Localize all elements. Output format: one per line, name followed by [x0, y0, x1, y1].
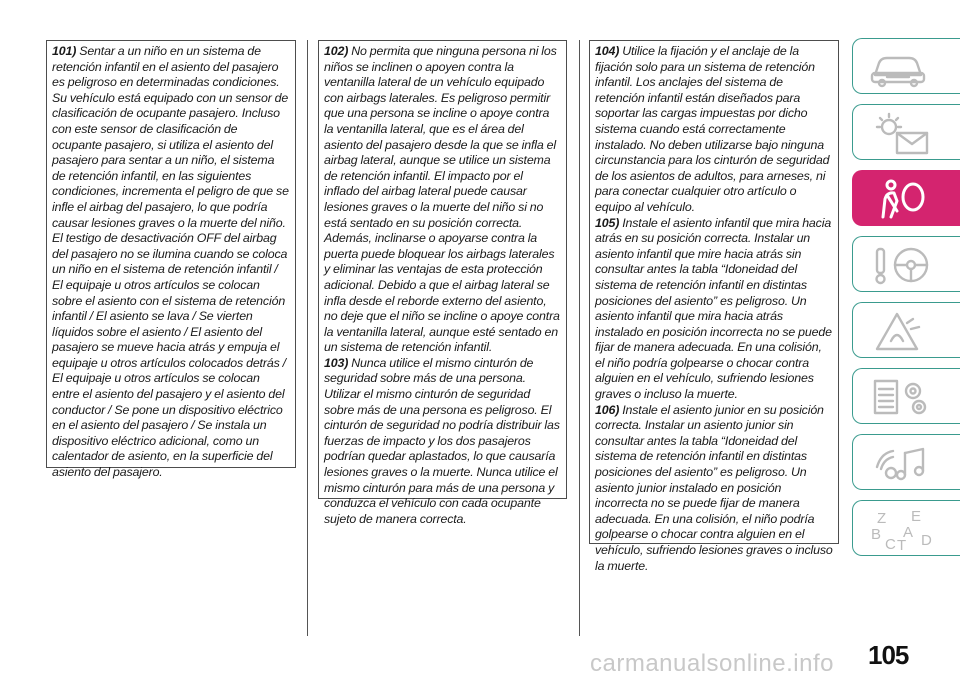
warning-number: 106) — [595, 402, 620, 417]
watermark: carmanualsonline.info — [590, 650, 834, 677]
index-letter: B — [871, 526, 882, 543]
tab-multimedia[interactable] — [852, 434, 960, 490]
emergency-icon — [867, 309, 937, 353]
index-letter: T — [897, 537, 907, 551]
warning-103 — [324, 356, 561, 528]
car-icon — [867, 45, 937, 89]
tab-maintenance[interactable] — [852, 368, 960, 424]
airbag-safety-icon — [867, 177, 937, 221]
column-divider — [579, 40, 580, 636]
warning-number: 101) — [52, 44, 77, 58]
index-icon — [867, 507, 937, 551]
tab-starting-driving[interactable] — [852, 236, 960, 292]
tab-warning-lights[interactable] — [852, 104, 960, 160]
warning-lights-icon — [867, 111, 937, 155]
warning-number: 104) — [595, 44, 620, 58]
warning-text: Instale el asiento infantil que mira hacia atrás en su posición correcta. Instalar un asiento infantil que mire hacia atrás sin consultar antes la tabla “Idoneidad del sistema de retención infantil en distintas posiciones del asiento” es peligroso. Un asiento infantil que mira hacia atrás instalado en posición incorrecta no se puede fijar de manera adecuada. En una colisión, el niño podría golpearse o chocar contra alguien en el vehículo, sufriendo lesiones graves o incluso la muerte. — [595, 215, 832, 402]
warning-number: 105) — [595, 215, 620, 230]
tab-safety[interactable] — [852, 170, 960, 226]
maintenance-icon — [867, 375, 937, 419]
warning-number: 103) — [324, 355, 349, 370]
page-number: 105 — [868, 640, 909, 670]
warning-105 — [595, 216, 833, 403]
warning-102 — [324, 44, 561, 356]
warning-104 — [595, 44, 833, 216]
starting-driving-icon — [867, 243, 937, 287]
warning-text: Sentar a un niño en un sistema de retención infantil en el asiento del pasajero es peligroso en determinadas condiciones. Su vehículo está equipado con un sensor de clasificación de ocupante pasajero. Incluso con este sensor de clasificación de ocupante pasajero, si utiliza el asiento del pasajero para sentar a un niño, el sistema de retención infantil, en las siguientes condiciones, incrementa el peligro de que se infle el airbag del pasajero, lo que podría causar lesiones graves o la muerte del niño. El testigo de desactivación OFF del airbag del pasajero no se ilumina cuando se coloca un niño en el sistema de retención infantil / El equipaje u otros artículos se colocan sobre el asiento con el sistema de retención infantil / El asiento se lava / Se vierten líquidos sobre el asiento / El asiento del pasajero se mueve hacia atrás y empuja el equipaje u otros artículos colocados detrás / El equipaje u otros artículos se colocan entre el asiento del pasajero y el asiento del conductor / Se pone un dispositivo eléctrico en el asiento del pasajero / Se instala un dispositivo eléctrico adicional, como un calentador de asiento, en la superficie del asiento del pasajero. — [52, 44, 289, 480]
index-letter: C — [885, 536, 896, 551]
tab-car[interactable] — [852, 38, 960, 94]
warning-text: Nunca utilice el mismo cinturón de seguridad sobre más de una persona. Utilizar el mismo cinturón de seguridad sobre más de una persona es peligroso. El cinturón de seguridad no podría distribuir las fuerzas de impacto y los dos pasajeros podrían quedar aplastados, lo que causaría lesiones graves o la muerte. Nunca utilice el mismo cinturón para más de una persona y conduzca el vehículo con cada ocupante sujeto de manera correcta. — [324, 355, 560, 526]
warning-text: Instale el asiento junior en su posición correcta. Instalar un asiento junior sin consultar antes la tabla “Idoneidad del sistema de retención infantil en distintas posiciones del asiento” es peligroso. Un asiento junior instalado en posición incorrecta no se puede fijar de manera adecuada. En una colisión, el niño podría golpearse o chocar contra alguien en el vehículo, sufriendo lesiones graves o incluso la muerte. — [595, 402, 833, 573]
warning-106 — [595, 403, 833, 575]
tab-emergency[interactable] — [852, 302, 960, 358]
warning-box-102-103 — [318, 40, 567, 526]
chapter-tabs — [852, 38, 960, 566]
index-letter: E — [911, 508, 922, 525]
warning-box-104-106 — [589, 40, 839, 573]
warning-101 — [52, 44, 290, 481]
tab-index[interactable] — [852, 500, 960, 556]
multimedia-icon — [867, 441, 937, 485]
warning-number: 102) — [324, 44, 349, 58]
index-letter: A — [903, 524, 914, 541]
warning-text: No permita que ninguna persona ni los niños se inclinen o apoyen contra la ventanilla lateral de un vehículo equipado con airbags laterales. Es peligroso permitir que una persona se incline o apoye contra la ventanilla lateral, que es el área del asiento del pasajero desde la que se infla el airbag lateral, aunque se utilice un sistema de retención infantil. El impacto por el inflado del airbag lateral puede causar lesiones graves o la muerte del niño si no está sentado en su posición correcta. Además, inclinarse o apoyarse contra la puerta puede bloquear los airbags laterales y eliminar las ventajas de esta protección adicional. Debido a que el airbag lateral se infla desde el reborde externo del asiento, no deje que el niño se incline o apoye contra la ventanilla lateral, aunque esté sentado en un sistema de retención infantil. — [324, 44, 560, 355]
index-letter: D — [921, 532, 932, 549]
column-divider — [307, 40, 308, 636]
index-letter: Z — [877, 510, 887, 527]
warning-box-101 — [46, 40, 296, 480]
warning-text: Utilice la fijación y el anclaje de la fijación solo para un sistema de retención infantil. Los anclajes del sistema de retención infantil están diseñados para soportar las cargas impuestas por dicho sistema cuando está correctamente instalado. No deben utilizarse bajo ninguna circunstancia para los cinturón de seguridad de los asientos de adultos, para arneses, ni para conectar cualquier otro artículo o equipo al vehículo. — [595, 44, 830, 214]
